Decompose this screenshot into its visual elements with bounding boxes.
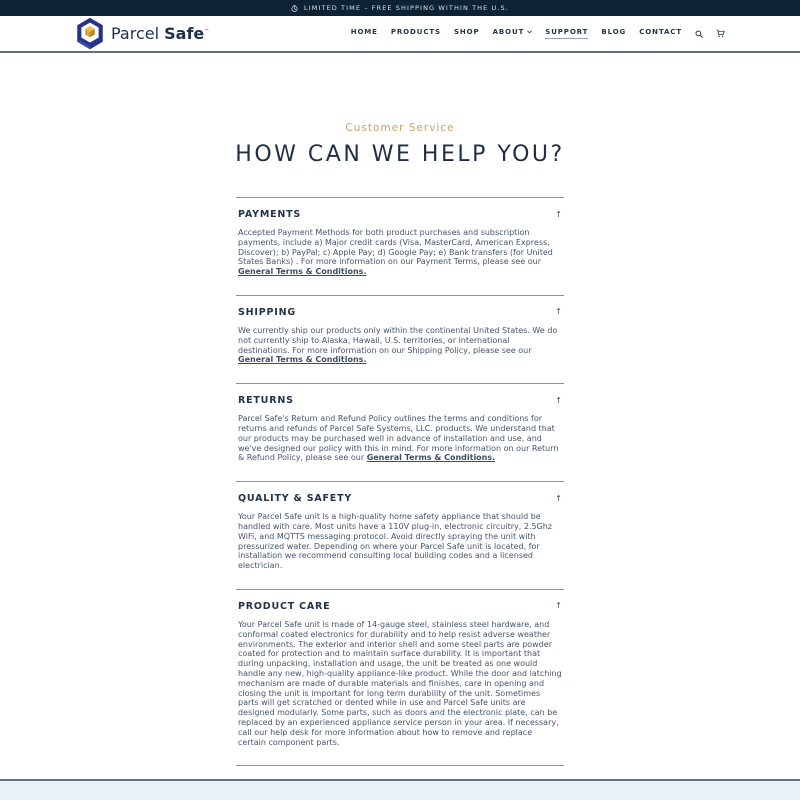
top-nav xyxy=(0,16,800,53)
terms-and-conditions-link[interactable]: General Terms & Conditions. xyxy=(238,355,367,365)
collapse-arrow-icon[interactable]: ↑ xyxy=(555,395,562,405)
brand-name: Parcel Safe™ xyxy=(111,23,210,43)
accordion-title: RETURNS xyxy=(238,395,294,407)
search-icon[interactable] xyxy=(695,30,703,38)
cart-icon[interactable] xyxy=(716,29,725,38)
accordion-header[interactable] xyxy=(238,209,562,220)
terms-and-conditions-link[interactable]: General Terms & Conditions. xyxy=(238,267,367,277)
hero-section xyxy=(0,122,800,167)
accordion-header[interactable] xyxy=(238,307,562,318)
accordion-section xyxy=(236,383,564,481)
accordion-title: QUALITY & SAFETY xyxy=(238,493,353,505)
collapse-arrow-icon[interactable]: ↑ xyxy=(555,307,562,317)
nav-item-products[interactable]: PRODUCTS xyxy=(390,28,441,36)
nav-item-home[interactable]: HOME xyxy=(350,28,378,36)
accordion-header[interactable] xyxy=(238,395,562,406)
terms-and-conditions-link[interactable]: General Terms & Conditions. xyxy=(366,453,496,463)
accordion-title: SHIPPING xyxy=(238,306,296,318)
accordion-body: Accepted Payment Methods for both product purchases and subscription payments, include a) Major credit cards (Visa, MasterCard, American Express, Discover); b) PayPal; c) Apple Pay; d) Google Pay; e) Bank transfers (for United States Banks) . For more information on our Payment Terms, please see our General Terms & Conditions. xyxy=(238,228,553,277)
brand-logo[interactable] xyxy=(75,17,209,50)
collapse-arrow-icon[interactable]: ↑ xyxy=(555,493,562,503)
accordion-section xyxy=(236,589,564,766)
nav-item-blog[interactable]: BLOG xyxy=(601,28,627,36)
nav-menu xyxy=(351,28,725,39)
accordion-body: We currently ship our products only within the continental United States. We do not currently ship to Alaska, Hawaii, U.S. territories, or international destinations. For more information on our Shipping Policy, please see our General Terms & Conditions. xyxy=(238,325,558,365)
collapse-arrow-icon[interactable]: ↑ xyxy=(555,601,562,611)
clock-icon xyxy=(291,5,298,12)
nav-item-about[interactable]: ABOUT xyxy=(493,28,533,39)
footer-bar xyxy=(0,779,800,800)
accordion-title: PAYMENTS xyxy=(238,209,302,220)
page-title: HOW CAN WE HELP YOU? xyxy=(235,142,565,167)
accordion-header[interactable] xyxy=(238,493,562,504)
accordion-section xyxy=(236,197,564,295)
accordion-body: Your Parcel Safe unit is made of 14-gauge steel, stainless steel hardware, and conformal coated electronics for durability and to help resist adverse weather environments. The exterior and interior shell and some steel parts are powder coated for protection and to maintain surface durability. It is important that during unpacking, installation and usage, the unit be treated as one would handle any new, high-quality appliance-like product. While the door and latching mechanism are made of durable materials and finishes, care in opening and closing the unit is important for long term durability of the unit. Sometimes parts will get scratched or dented while in use and Parcel Safe units are designed modularly. Some parts, such as doors and the electronic plate, can be replaced by an experienced appliance service person in your area. If necessary, call our help desk for more information about how to remove and replace certain component parts. xyxy=(238,619,562,747)
accordion-section xyxy=(236,295,564,383)
chevron-down-icon xyxy=(527,30,532,34)
nav-item-support[interactable]: SUPPORT xyxy=(545,28,588,39)
accordion-header[interactable] xyxy=(238,601,562,612)
hero-eyebrow: Customer Service xyxy=(345,122,455,134)
accordion-section xyxy=(236,481,564,589)
collapse-arrow-icon[interactable]: ↑ xyxy=(555,209,562,219)
nav-item-contact[interactable]: CONTACT xyxy=(639,28,682,36)
faq-accordion xyxy=(236,197,564,766)
accordion-title: PRODUCT CARE xyxy=(238,600,331,612)
accordion-body: Parcel Safe's Return and Refund Policy outlines the terms and conditions for returns and refunds of Parcel Safe Systems, LLC. products. We understand that our products may be purchased well in advance of installation and use, and we've designed our policy with this in mind. For more information on our Return & Refund Policy, please see our General Terms & Conditions. xyxy=(238,414,559,463)
announcement-text: LIMITED TIME – FREE SHIPPING WITHIN THE U.S. xyxy=(304,4,509,12)
announcement-bar xyxy=(0,0,800,16)
brand-logo-icon xyxy=(75,17,105,50)
accordion-body: Your Parcel Safe unit is a high-quality home safety appliance that should be handled with care. Most units have a 110V plug-in, electronic circuitry, 2.5Ghz WiFi, and MQTTS messaging protocol. Avoid directly spraying the unit with pressurized water. Depending on where your Parcel Safe unit is located, for installation we recommend consulting local building codes and a licensed electrician. xyxy=(238,512,553,571)
nav-item-shop[interactable]: SHOP xyxy=(453,28,480,36)
